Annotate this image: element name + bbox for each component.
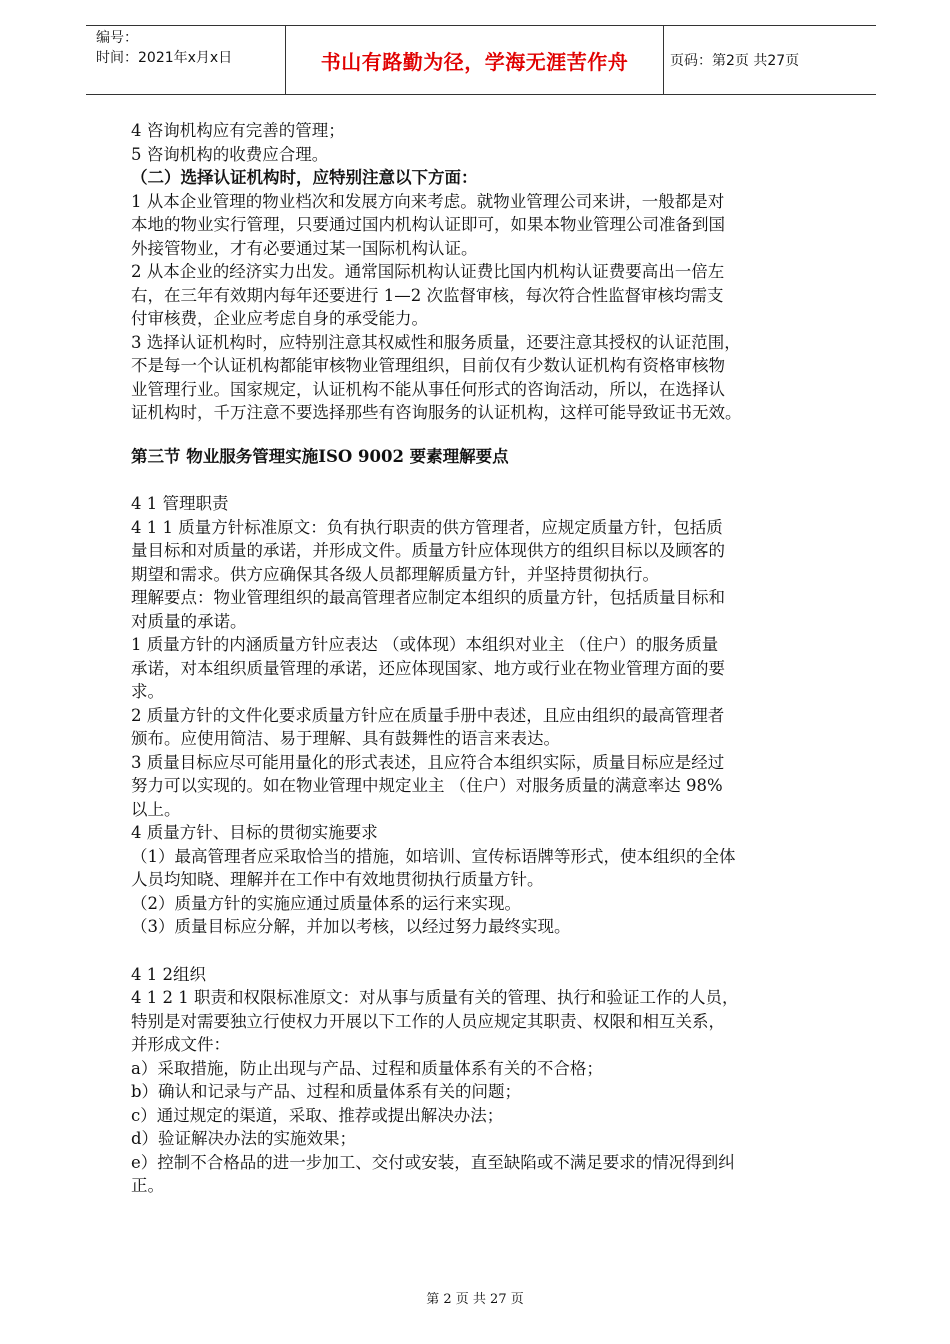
text-line: （1）最高管理者应采取恰当的措施，如培训、宣传标语牌等形式，使本组织的全体 bbox=[131, 846, 736, 866]
text-line: 业管理行业。国家规定，认证机构不能从事任何形式的咨询活动，所以，在选择认 bbox=[131, 379, 725, 399]
header-number-label: 编号： bbox=[96, 30, 138, 46]
text-line: 4 1 2 1 职责和权限标准原文：对从事与质量有关的管理、执行和验证工作的人员， bbox=[131, 988, 739, 1007]
text-line: 3 选择认证机构时，应特别注意其权威性和服务质量，还要注意其授权的认证范围， bbox=[131, 332, 741, 352]
text-line: 4 1 1 质量方针标准原文：负有执行职责的供方管理者，应规定质量方针，包括质 bbox=[131, 517, 723, 537]
text-line: 不是每一个认证机构都能审核物业管理组织，目前仅有少数认证机构有资格审核物 bbox=[131, 356, 725, 375]
text-line: （2）质量方针的实施应通过质量体系的运行来实现。 bbox=[131, 893, 521, 913]
text-line: 理解要点：物业管理组织的最高管理者应制定本组织的质量方针，包括质量目标和 bbox=[131, 588, 725, 607]
text-line: d）验证解决办法的实施效果； bbox=[131, 1129, 357, 1148]
text-line: 承诺，对本组织质量管理的承诺，还应体现国家、地方或行业在物业管理方面的要 bbox=[131, 658, 725, 678]
text-line: 5 咨询机构的收费应合理。 bbox=[131, 144, 329, 164]
text-line: 2 从本企业的经济实力出发。通常国际机构认证费比国内机构认证费要高出一倍左 bbox=[131, 262, 725, 281]
text-line: 2 质量方针的文件化要求质量方针应在质量手册中表述，且应由组织的最高管理者 bbox=[131, 705, 725, 725]
text-line: 人员均知晓、理解并在工作中有效地贯彻执行质量方针。 bbox=[131, 870, 544, 889]
text-line: c）通过规定的渠道，采取、推荐或提出解决办法； bbox=[131, 1105, 504, 1125]
text-line: 1 从本企业管理的物业档次和发展方向来考虑。就物业管理公司来讲，一般都是对 bbox=[131, 191, 725, 211]
text-line: 正。 bbox=[131, 1176, 164, 1195]
text-line: a）采取措施，防止出现与产品、过程和质量体系有关的不合格； bbox=[131, 1058, 603, 1078]
text-line: 4 1 2组织 bbox=[131, 964, 206, 984]
text-line: 4 质量方针、目标的贯彻实施要求 bbox=[131, 823, 378, 842]
text-line: 颁布。应使用简洁、易于理解、具有鼓舞性的语言来表达。 bbox=[131, 729, 560, 748]
header-meta bbox=[96, 28, 276, 68]
text-line: 量目标和对质量的承诺，并形成文件。质量方针应体现供方的组织目标以及顾客的 bbox=[131, 541, 725, 560]
text-line: 付审核费，企业应考虑自身的承受能力。 bbox=[131, 309, 428, 328]
section-subheading: （二）选择认证机构时，应特别注意以下方面： bbox=[131, 168, 478, 187]
text-line: 并形成文件： bbox=[131, 1035, 230, 1054]
header-page-info: 页码：第2页 共27页 bbox=[670, 53, 800, 69]
text-line: 特别是对需要独立行使权力开展以下工作的人员应规定其职责、权限和相互关系， bbox=[131, 1011, 725, 1031]
header-motto: 书山有路勤为径，学海无涯苦作舟 bbox=[285, 26, 664, 94]
text-line: 证机构时，千万注意不要选择那些有咨询服务的认证机构，这样可能导致证书无效。 bbox=[131, 403, 742, 422]
text-line: 期望和需求。供方应确保其各级人员都理解质量方针，并坚持贯彻执行。 bbox=[131, 564, 659, 584]
header-time: 时间：2021年x月x日 bbox=[96, 50, 233, 66]
text-line: 4 咨询机构应有完善的管理； bbox=[131, 121, 345, 140]
text-line: 求。 bbox=[131, 682, 164, 701]
text-line: （3）质量目标应分解，并加以考核，以经过努力最终实现。 bbox=[131, 917, 571, 936]
text-line: 外接管物业，才有必要通过某一国际机构认证。 bbox=[131, 238, 478, 258]
text-line: b）确认和记录与产品、过程和质量体系有关的问题； bbox=[131, 1082, 522, 1101]
text-line: 本地的物业实行管理，只要通过国内机构认证即可，如果本物业管理公司准备到国 bbox=[131, 215, 725, 234]
document-body bbox=[131, 119, 831, 1198]
page-header bbox=[86, 25, 876, 95]
section-heading: 第三节 物业服务管理实施ISO 9002 要素理解要点 bbox=[131, 446, 509, 466]
text-line: 1 质量方针的内涵质量方针应表达 （或体现）本组织对业主 （住户）的服务质量 bbox=[131, 635, 719, 654]
text-line: e）控制不合格品的进一步加工、交付或安装，直至缺陷或不满足要求的情况得到纠 bbox=[131, 1152, 735, 1172]
text-line: 对质量的承诺。 bbox=[131, 611, 247, 631]
text-line: 3 质量目标应尽可能用量化的形式表述，且应符合本组织实际，质量目标应是经过 bbox=[131, 752, 725, 772]
page-footer: 第 2 页 共 27 页 bbox=[426, 1292, 524, 1307]
text-line: 右，在三年有效期内每年还要进行 1—2 次监督审核，每次符合性监督审核均需支 bbox=[131, 285, 724, 305]
text-line: 努力可以实现的。如在物业管理中规定业主 （住户）对服务质量的满意率达 98% bbox=[131, 776, 723, 795]
text-line: 4 1 管理职责 bbox=[131, 494, 229, 513]
text-line: 以上。 bbox=[131, 799, 181, 819]
